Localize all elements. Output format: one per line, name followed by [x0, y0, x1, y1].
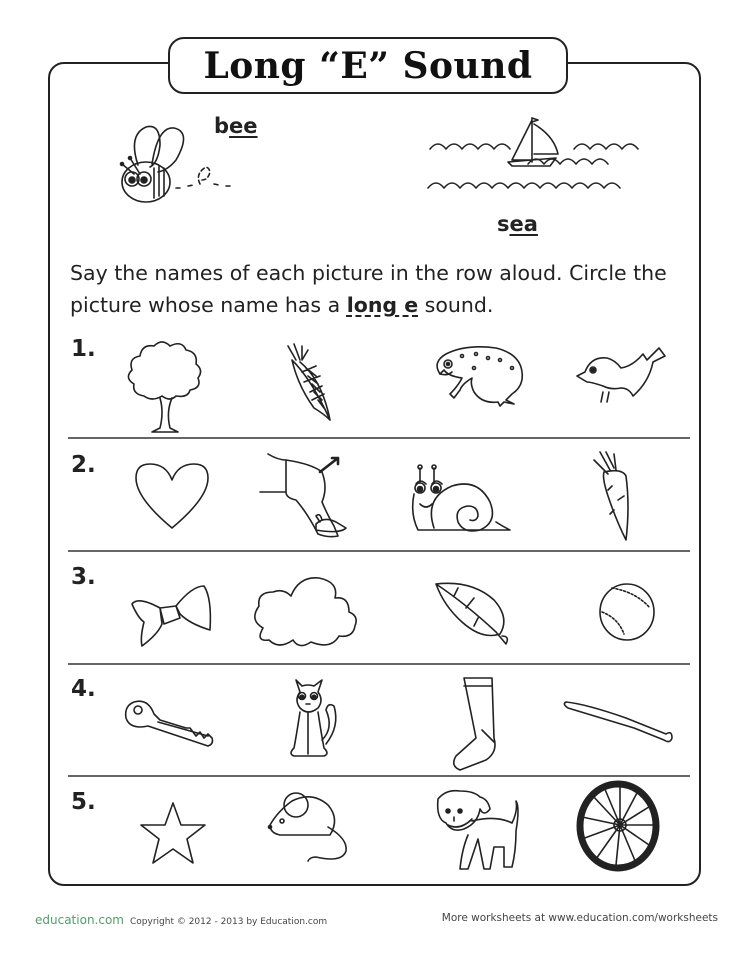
footer-copyright: [35, 913, 327, 927]
title-banner: [168, 37, 568, 94]
row-number: 2.: [71, 452, 96, 478]
toad-picture[interactable]: [430, 344, 526, 428]
cloud-picture[interactable]: [253, 574, 359, 650]
bow-picture[interactable]: [130, 586, 214, 654]
row-divider: [68, 437, 690, 439]
wheel-picture[interactable]: [576, 781, 660, 875]
example-word-sea: sea: [497, 212, 538, 236]
education-logo[interactable]: education.com: [35, 913, 124, 927]
question-row-2: [68, 452, 690, 548]
row-number: 5.: [71, 789, 96, 815]
bat-picture[interactable]: [562, 700, 674, 748]
question-row-5: [68, 789, 690, 885]
copyright-text: Copyright © 2012 - 2013 by Education.com: [130, 917, 328, 927]
row-number: 3.: [71, 564, 96, 590]
question-row-1: [68, 336, 690, 436]
row-divider: [68, 550, 690, 552]
cat-picture[interactable]: [290, 676, 344, 766]
row-number: 1.: [71, 336, 96, 362]
bird-picture[interactable]: [573, 346, 663, 420]
knee-picture[interactable]: [258, 452, 370, 544]
carrot-picture[interactable]: [588, 452, 638, 546]
row-divider: [68, 663, 690, 665]
row-divider: [68, 775, 690, 777]
baseball-picture[interactable]: [598, 582, 658, 646]
corn-picture[interactable]: [282, 342, 342, 431]
example-word-bee: bee: [214, 114, 258, 138]
snail-picture[interactable]: [406, 464, 510, 542]
question-row-4: [68, 676, 690, 772]
question-row-3: [68, 564, 690, 660]
sailboat-on-sea-icon: [428, 116, 643, 205]
key-picture[interactable]: [124, 694, 222, 750]
sock-picture[interactable]: [452, 676, 504, 776]
mouse-picture[interactable]: [268, 791, 360, 867]
instructions: Say the names of each picture in the row aloud. Circle the picture whose name has a long e sound.: [70, 261, 667, 317]
more-worksheets-link[interactable]: More worksheets at www.education.com/worksheets: [441, 912, 718, 924]
tree-picture[interactable]: [122, 336, 218, 435]
heart-picture[interactable]: [134, 462, 210, 534]
page-title: Long “E” Sound: [203, 44, 533, 87]
bee-icon: [118, 122, 293, 216]
leaf-picture[interactable]: [434, 582, 524, 648]
row-number: 4.: [71, 676, 96, 702]
dog-picture[interactable]: [432, 789, 528, 885]
star-picture[interactable]: [140, 801, 206, 869]
